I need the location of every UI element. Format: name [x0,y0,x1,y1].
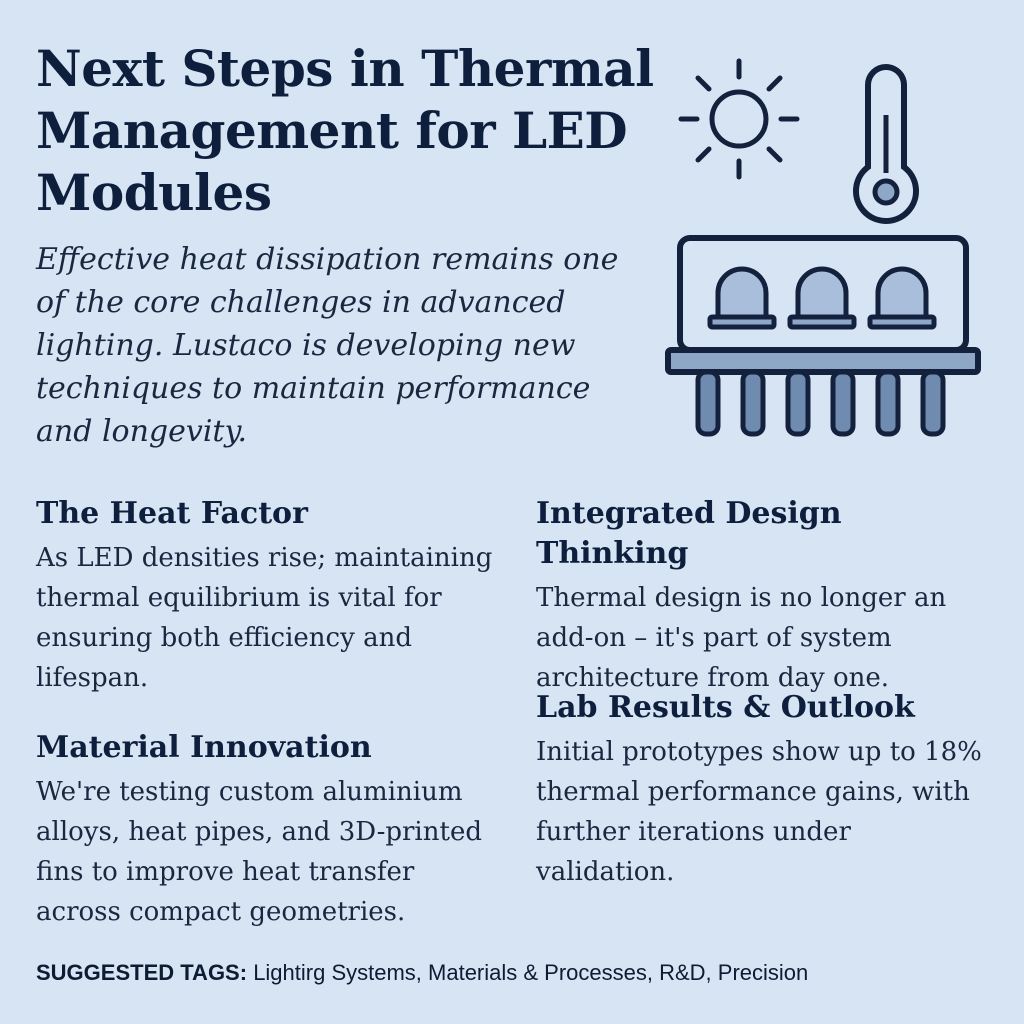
section-body: Initial prototypes show up to 18% thermal performance gains, with further iterations under validation. [536,737,982,887]
section-body: As LED densities rise; maintaining thermal equilibrium is vital for ensuring both efficiency and lifespan. [36,543,493,693]
section-heading: The Heat Factor [36,496,308,531]
section-heat-factor [36,494,506,698]
thermometer-icon [856,67,916,221]
tags-label: SUGGESTED TAGS: [36,960,248,985]
section-integrated-design [536,494,996,698]
heatsink-fins [698,372,943,434]
led-thermal-illustration [660,55,990,445]
tags-value: Lightirg Systems, Materials & Processes, R&D, Precision [253,960,809,985]
intro-paragraph: Effective heat dissipation remains one of the core challenges in advanced lighting. Lustaco is developing new techniques to maintain performance and longevity. [36,242,619,449]
section-heading: Integrated Design Thinking [536,496,842,571]
sun-icon [681,61,797,177]
section-material-innovation [36,728,506,932]
section-heading: Material Innovation [36,730,372,765]
section-heading: Lab Results & Outlook [536,690,915,725]
section-body: Thermal design is no longer an add-on – it's part of system architecture from day one. [536,583,947,693]
section-lab-results [536,688,996,892]
section-body: We're testing custom aluminium alloys, heat pipes, and 3D-printed fins to improve heat transfer across compact geometries. [36,777,482,927]
suggested-tags [36,956,996,990]
led-module-icon [668,238,978,434]
page-title: Next Steps in Thermal Management for LED Modules [36,39,654,222]
